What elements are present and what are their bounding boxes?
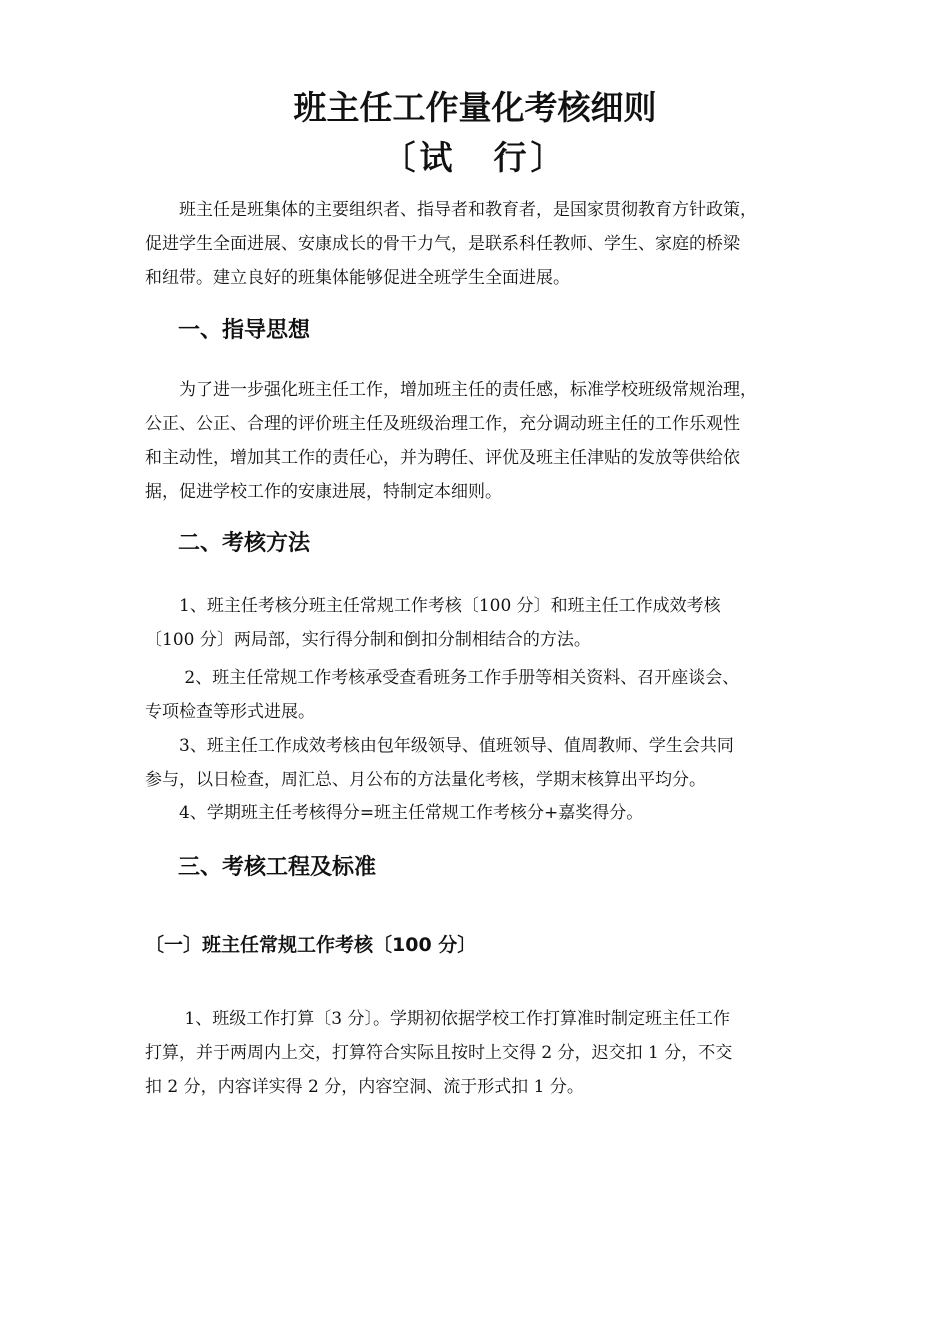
paragraph-line: 公正、公正、合理的评价班主任及班级治理工作，充分调动班主任的工作乐观性 [145,414,740,434]
intro-paragraph [145,193,817,295]
paragraph-line: 为了进一步强化班主任工作，增加班主任的责任感，标准学校班级常规治理， [145,380,757,400]
paragraph-line: 〔100 分〕两局部，实行得分制和倒扣分制相结合的方法。 [145,630,591,650]
paragraph-line: 专项检查等形式进展。 [145,702,315,722]
intro-line: 班主任是班集体的主要组织者、指导者和教育者，是国家贯彻教育方针政策， [145,200,757,220]
paragraph-line: 参与，以日检查，周汇总、月公布的方法量化考核，学期末核算出平均分。 [145,770,706,790]
method-item-2 [145,661,817,729]
paragraph-line: 3、班主任工作成效考核由包年级领导、值班领导、值周教师、学生会共同 [145,736,734,756]
routine-item-1 [145,1002,817,1104]
paragraph-line: 打算，并于两周内上交，打算符合实际且按时上交得 2 分，迟交扣 1 分，不交 [145,1043,733,1063]
guiding-ideology-paragraph [145,373,817,509]
intro-line: 促进学生全面进展、安康成长的骨干力气，是联系科任教师、学生、家庭的桥梁 [145,234,740,254]
paragraph-line: 扣 2 分，内容详实得 2 分，内容空洞、流于形式扣 1 分。 [145,1077,584,1097]
method-item-1 [145,589,817,657]
paragraph-line: 据，促进学校工作的安康进展，特制定本细则。 [145,482,502,502]
section-heading-assessment-method: 二、考核方法 [178,531,311,556]
document-subtitle: 〔试 行〕 [382,138,568,177]
method-item-4 [145,796,817,830]
section-heading-assessment-items: 三、考核工程及标准 [178,855,377,880]
paragraph-line: 1、班级工作打算〔3 分〕。学期初依据学校工作打算准时制定班主任工作 [145,1009,730,1029]
intro-line: 和纽带。建立良好的班集体能够促进全班学生全面进展。 [145,268,570,288]
paragraph-line: 2、班主任常规工作考核承受查看班务工作手册等相关资料、召开座谈会、 [145,668,740,688]
subsection-heading-routine-work: 〔一〕班主任常规工作考核〔100 分〕 [145,934,477,956]
paragraph-line: 和主动性，增加其工作的责任心，并为聘任、评优及班主任津贴的发放等供给依 [145,448,740,468]
section-heading-guiding-ideology: 一、指导思想 [178,318,311,343]
paragraph-line: 1、班主任考核分班主任常规工作考核〔100 分〕和班主任工作成效考核 [145,596,721,616]
paragraph-line: 4、学期班主任考核得分=班主任常规工作考核分+嘉奖得分。 [145,803,644,823]
method-item-3 [145,729,817,797]
document-title: 班主任工作量化考核细则 [293,88,657,127]
